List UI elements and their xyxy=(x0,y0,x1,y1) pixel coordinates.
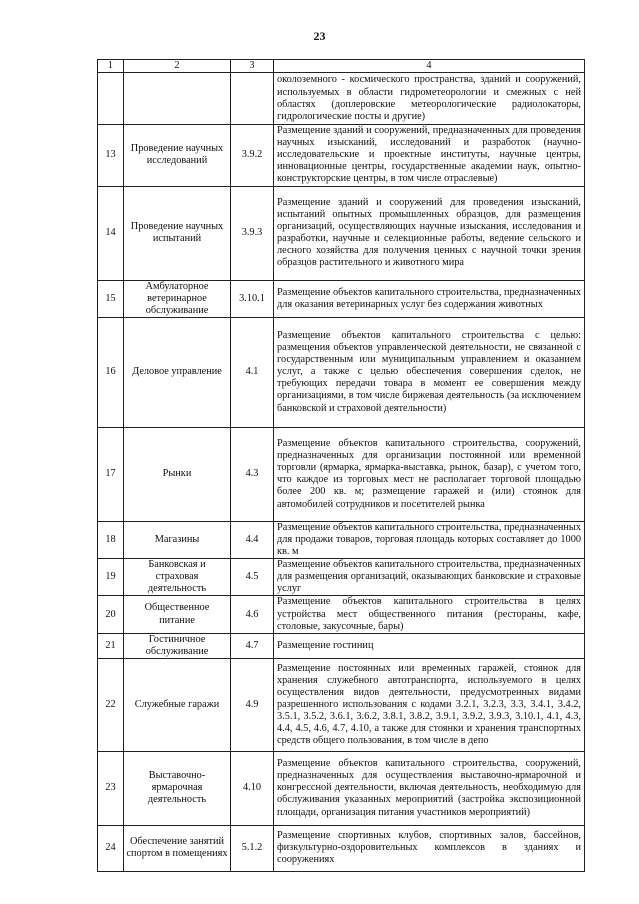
use-type-name: Выставочно-ярмарочная деятельность xyxy=(124,751,231,825)
table-row xyxy=(98,521,585,558)
use-type-name: Общественное питание xyxy=(124,596,231,633)
use-type-code: 4.7 xyxy=(231,633,274,658)
table-row xyxy=(98,125,585,186)
row-number: 13 xyxy=(98,125,124,186)
table-body xyxy=(98,73,585,872)
use-type-name: Магазины xyxy=(124,521,231,558)
table-row xyxy=(98,186,585,280)
use-type-name: Рынки xyxy=(124,427,231,521)
table-header-row xyxy=(98,60,585,73)
use-type-description: Размещение объектов капитального строительства, сооружений, предназначенных для организации постоянной или временной торговли (ярмарка, ярмарка-выставка, рынок, базар), с учетом того, что каждое из торговых мест не располагает торговой площадью более 200 кв. м; размещение гаражей и (или) стоянок для автомобилей сотрудников и посетителей рынка xyxy=(274,427,585,521)
use-type-name: Амбулаторное ветеринарное обслуживание xyxy=(124,280,231,317)
use-type-description: Размещение объектов капитального строительства, предназначенных для продажи товаров, торговая площадь которых составляет до 1000 кв. м xyxy=(274,521,585,558)
use-type-code: 3.10.1 xyxy=(231,280,274,317)
row-number: 17 xyxy=(98,427,124,521)
row-number: 16 xyxy=(98,317,124,427)
row-number xyxy=(98,73,124,125)
use-type-code: 4.1 xyxy=(231,317,274,427)
column-header: 3 xyxy=(231,60,274,73)
use-type-description: Размещение объектов капитального строительства, предназначенных для оказания ветеринарных услуг без содержания животных xyxy=(274,280,585,317)
use-type-code: 5.1.2 xyxy=(231,825,274,871)
column-header: 4 xyxy=(274,60,585,73)
column-header: 2 xyxy=(124,60,231,73)
table-row xyxy=(98,427,585,521)
use-type-name: Обеспечение занятий спортом в помещениях xyxy=(124,825,231,871)
row-number: 21 xyxy=(98,633,124,658)
use-type-description: Размещение зданий и сооружений, предназначенных для проведения научных изысканий, исследований и разработок (научно-исследовательские и проектные институты, научные центры, инновационные центры, государственные академии наук, опытно-конструкторские центры, в том числе отраслевые) xyxy=(274,125,585,186)
use-type-description: Размещение спортивных клубов, спортивных залов, бассейнов, физкультурно-оздоровительных комплексов в зданиях и сооружениях xyxy=(274,825,585,871)
row-number: 18 xyxy=(98,521,124,558)
table-row xyxy=(98,317,585,427)
use-type-name: Банковская и страховая деятельность xyxy=(124,559,231,596)
row-number: 22 xyxy=(98,658,124,751)
use-type-description: Размещение объектов капитального строительства, сооружений, предназначенных для осуществления выставочно-ярмарочной и конгрессной деятельности, включая деятельность, необходимую для обслуживания указанных мероприятий (застройка экспозиционной площади, организация питания участников мероприятий) xyxy=(274,751,585,825)
use-type-description: Размещение зданий и сооружений для проведения изысканий, испытаний опытных промышленных образцов, для размещения организаций, осуществляющих научные изыскания, исследования и разработки, научные и селекционные работы, ведение сельского и лесного хозяйства для получения ценных с научной точки зрения образцов растительного и животного мира xyxy=(274,186,585,280)
use-type-name: Служебные гаражи xyxy=(124,658,231,751)
use-type-name: Проведение научных испытаний xyxy=(124,186,231,280)
use-type-code xyxy=(231,73,274,125)
land-use-table xyxy=(97,59,585,872)
row-number: 15 xyxy=(98,280,124,317)
table-row xyxy=(98,633,585,658)
use-type-code: 4.4 xyxy=(231,521,274,558)
use-type-code: 4.6 xyxy=(231,596,274,633)
use-type-name: Деловое управление xyxy=(124,317,231,427)
use-type-description: Размещение объектов капитального строительства, предназначенных для размещения организаций, оказывающих банковские и страховые услуг xyxy=(274,559,585,596)
row-number: 20 xyxy=(98,596,124,633)
table-row xyxy=(98,280,585,317)
use-type-description: Размещение объектов капитального строительства в целях устройства мест общественного питания (рестораны, кафе, столовые, закусочные, бары) xyxy=(274,596,585,633)
page-number: 23 xyxy=(313,29,326,43)
use-type-code: 4.3 xyxy=(231,427,274,521)
use-type-code: 3.9.2 xyxy=(231,125,274,186)
use-type-code: 4.5 xyxy=(231,559,274,596)
use-type-description: Размещение гостиниц xyxy=(274,633,585,658)
use-type-name: Проведение научных исследований xyxy=(124,125,231,186)
table-row xyxy=(98,73,585,125)
table-row xyxy=(98,559,585,596)
table-row xyxy=(98,751,585,825)
use-type-description: околоземного - космического пространства, зданий и сооружений, используемых в области гидрометеорологии и смежных с ней областях (доплеровские метеорологические радиолокаторы, гидрологические посты и другие) xyxy=(274,73,585,125)
use-type-code: 4.10 xyxy=(231,751,274,825)
use-type-description: Размещение объектов капитального строительства с целью: размещения объектов управленческой деятельности, не связанной с государственным или муниципальным управлением и оказанием услуг, а также с целью обеспечения совершения сделок, не требующих передачи товара в момент ее совершения между организациями, в том числе биржевая деятельность (за исключением банковской и страховой деятельности) xyxy=(274,317,585,427)
table-row xyxy=(98,596,585,633)
table-row xyxy=(98,658,585,751)
row-number: 24 xyxy=(98,825,124,871)
use-type-name: Гостиничное обслуживание xyxy=(124,633,231,658)
table-row xyxy=(98,825,585,871)
use-type-description: Размещение постоянных или временных гаражей, стоянок для хранения служебного автотранспорта, используемого в целях осуществления видов деятельности, предусмотренных видами разрешенного использования с кодами 3.2.1, 3.2.3, 3.3, 3.4.1, 3.4.2, 3.5.1, 3.5.2, 3.6.1, 3.6.2, 3.8.1, 3.8.2, 3.9.1, 3.9.2, 3.9.3, 3.10.1, 4.1, 4.3, 4.4, 4.5, 4.6, 4.7, 4.10, а также для стоянки и хранения транспортных средств общего пользования, в том числе в депо xyxy=(274,658,585,751)
row-number: 23 xyxy=(98,751,124,825)
row-number: 14 xyxy=(98,186,124,280)
use-type-code: 3.9.3 xyxy=(231,186,274,280)
use-type-name xyxy=(124,73,231,125)
row-number: 19 xyxy=(98,559,124,596)
column-header: 1 xyxy=(98,60,124,73)
use-type-code: 4.9 xyxy=(231,658,274,751)
